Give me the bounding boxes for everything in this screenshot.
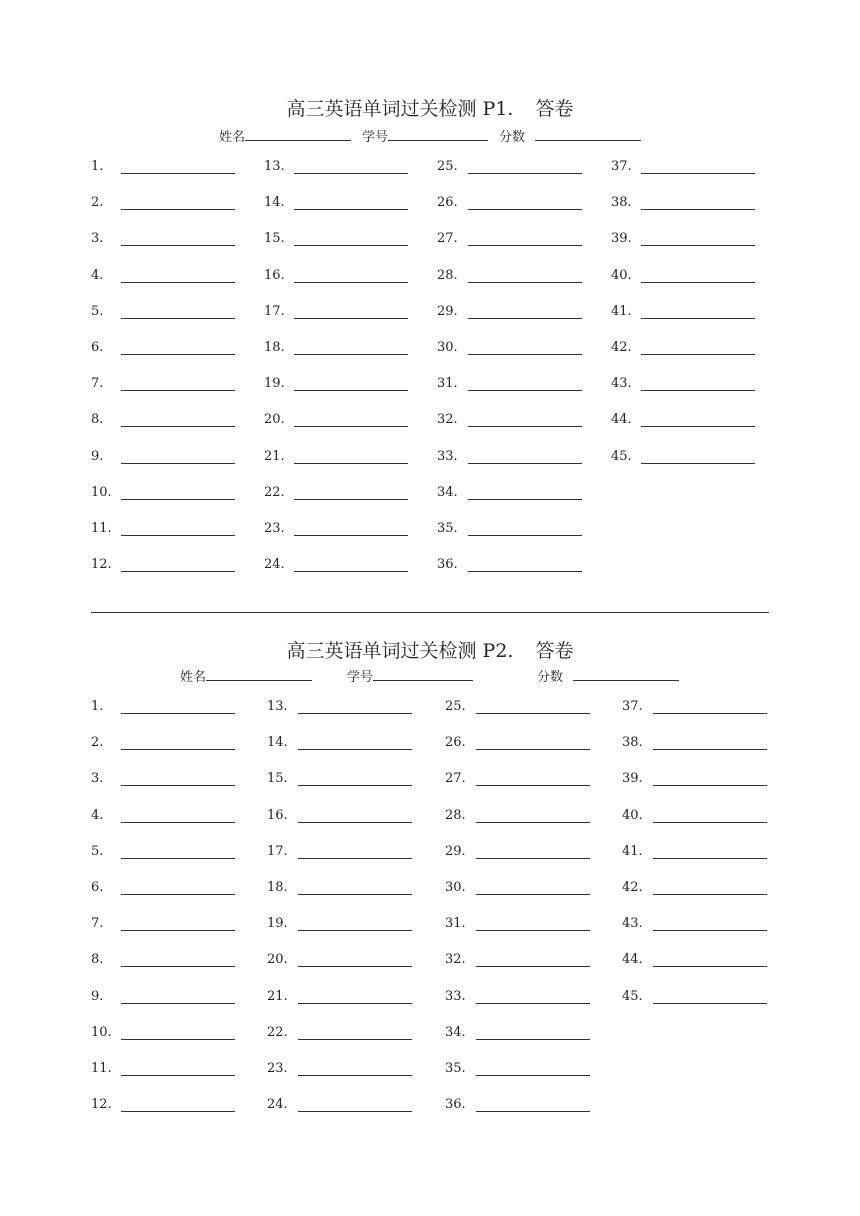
answer-blank[interactable] [121,499,235,500]
answer-item[interactable] [91,521,235,541]
answer-blank[interactable] [121,245,235,246]
answer-number: 25. [445,699,466,714]
answer-blank[interactable] [468,499,582,500]
answer-blank[interactable] [121,173,235,174]
answer-blank[interactable] [653,858,767,859]
answer-number: 45. [611,448,632,464]
answer-item[interactable] [267,880,412,900]
answer-blank[interactable] [653,785,767,786]
answer-item[interactable] [445,808,590,828]
answer-blank[interactable] [121,282,235,283]
answer-item[interactable] [91,808,235,828]
answer-number: 17. [264,303,285,319]
answer-item[interactable] [91,880,235,900]
answer-item[interactable] [611,449,755,469]
answer-number: 33. [445,988,466,1004]
answer-blank[interactable] [121,785,235,786]
answer-number: 20. [264,412,285,428]
answer-number: 37. [611,159,632,174]
answer-number: 34. [445,1024,466,1040]
answer-item[interactable] [264,340,408,360]
answer-item[interactable] [264,412,408,432]
answer-number: 21. [264,448,285,464]
answer-number: 20. [267,952,288,968]
answer-number: 30. [445,880,466,895]
answer-blank[interactable] [294,535,408,536]
answer-blank[interactable] [298,1075,412,1076]
answer-item[interactable] [445,735,590,755]
answer-blank[interactable] [468,535,582,536]
answer-item[interactable] [622,916,767,936]
answer-blank[interactable] [641,209,755,210]
answer-item[interactable] [91,844,235,864]
answer-blank[interactable] [476,713,590,714]
answer-blank[interactable] [298,822,412,823]
answer-item[interactable] [437,412,582,432]
answer-number: 36. [445,1097,466,1113]
answer-number: 35. [437,521,458,536]
answer-item[interactable] [267,699,412,719]
answer-item[interactable] [611,195,755,215]
answer-blank[interactable] [653,822,767,823]
answer-number: 31. [445,916,466,932]
answer-number: 22. [267,1024,288,1040]
answer-blank[interactable] [298,713,412,714]
answer-item[interactable] [91,1025,235,1045]
answer-item[interactable] [622,880,767,900]
answer-number: 43. [622,916,643,932]
answer-item[interactable] [445,1061,590,1081]
answer-blank[interactable] [476,894,590,895]
answer-item[interactable] [91,159,235,179]
answer-blank[interactable] [298,1111,412,1112]
section-2-name-field[interactable] [180,666,312,685]
answer-blank[interactable] [294,390,408,391]
answer-item[interactable] [91,340,235,360]
answer-number: 45. [622,988,643,1004]
answer-number: 35. [445,1061,466,1076]
answer-item[interactable] [264,159,408,179]
answer-item[interactable] [437,304,582,324]
answer-item[interactable] [445,952,590,972]
answer-item[interactable] [445,1025,590,1045]
answer-number: 4. [91,267,104,283]
answer-blank[interactable] [653,1003,767,1004]
answer-item[interactable] [445,771,590,791]
answer-item[interactable] [264,304,408,324]
answer-number: 6. [91,880,104,895]
answer-blank[interactable] [294,245,408,246]
answer-number: 22. [264,484,285,500]
answer-blank[interactable] [121,966,235,967]
answer-item[interactable] [622,844,767,864]
answer-number: 14. [264,195,285,211]
section-1-name-field[interactable] [219,126,351,145]
section-2-score-field[interactable] [537,666,679,685]
answer-item[interactable] [437,521,582,541]
answer-item[interactable] [267,735,412,755]
answer-blank[interactable] [641,390,755,391]
answer-number: 32. [437,412,458,428]
answer-blank[interactable] [468,173,582,174]
answer-blank[interactable] [641,426,755,427]
answer-number: 12. [91,1097,112,1113]
answer-item[interactable] [91,195,235,215]
answer-item[interactable] [264,231,408,251]
answer-blank[interactable] [641,282,755,283]
answer-number: 19. [267,916,288,932]
answer-number: 5. [91,843,104,859]
section-2-score-blank[interactable] [573,667,679,681]
answer-number: 19. [264,376,285,392]
answer-item[interactable] [267,952,412,972]
answer-item[interactable] [91,916,235,936]
answer-blank[interactable] [121,894,235,895]
answer-blank[interactable] [294,318,408,319]
answer-item[interactable] [267,1025,412,1045]
answer-blank[interactable] [653,930,767,931]
answer-blank[interactable] [121,571,235,572]
answer-item[interactable] [91,412,235,432]
answer-number: 11. [91,1061,112,1076]
answer-item[interactable] [611,304,755,324]
answer-blank[interactable] [298,966,412,967]
answer-number: 40. [622,807,643,823]
answer-blank[interactable] [641,245,755,246]
answer-blank[interactable] [121,354,235,355]
answer-number: 5. [91,303,104,319]
answer-blank[interactable] [641,463,755,464]
answer-number: 16. [264,267,285,283]
answer-blank[interactable] [476,749,590,750]
answer-number: 23. [264,521,285,536]
answer-item[interactable] [91,1097,235,1117]
answer-blank[interactable] [468,245,582,246]
answer-item[interactable] [437,449,582,469]
answer-blank[interactable] [294,173,408,174]
answer-number: 7. [91,916,104,932]
answer-number: 13. [267,699,288,714]
answer-blank[interactable] [121,749,235,750]
section-1-subtitle: 答卷 [535,98,574,120]
answer-number: 12. [91,557,112,573]
answer-item[interactable] [437,231,582,251]
section-1-title: 高三英语单词过关检测 P1. [286,98,514,120]
answer-number: 39. [611,231,632,247]
answer-item[interactable] [437,340,582,360]
answer-number: 24. [264,557,285,573]
section-1-id-blank[interactable] [388,127,488,141]
answer-item[interactable] [622,771,767,791]
answer-blank[interactable] [476,858,590,859]
answer-item[interactable] [264,268,408,288]
answer-number: 33. [437,448,458,464]
answer-number: 40. [611,267,632,283]
answer-blank[interactable] [121,390,235,391]
answer-number: 43. [611,376,632,392]
answer-number: 42. [622,880,643,895]
answer-blank[interactable] [476,1003,590,1004]
answer-blank[interactable] [121,1003,235,1004]
section-1-id-label: 学号 [362,130,389,145]
answer-blank[interactable] [298,1039,412,1040]
answer-number: 18. [267,880,288,895]
answer-blank[interactable] [294,463,408,464]
answer-item[interactable] [267,989,412,1009]
answer-blank[interactable] [121,535,235,536]
answer-item[interactable] [437,376,582,396]
answer-number: 14. [267,735,288,751]
answer-item[interactable] [622,808,767,828]
answer-blank[interactable] [298,749,412,750]
answer-blank[interactable] [641,354,755,355]
answer-number: 32. [445,952,466,968]
answer-blank[interactable] [294,426,408,427]
answer-number: 10. [91,1024,112,1040]
answer-number: 29. [445,843,466,859]
answer-blank[interactable] [294,282,408,283]
answer-item[interactable] [445,989,590,1009]
answer-blank[interactable] [121,209,235,210]
answer-number: 10. [91,484,112,500]
answer-blank[interactable] [468,318,582,319]
answer-item[interactable] [264,521,408,541]
answer-item[interactable] [267,1097,412,1117]
section-1-title-row [0,94,860,121]
answer-item[interactable] [91,771,235,791]
answer-item[interactable] [91,557,235,577]
answer-number: 4. [91,807,104,823]
answer-blank[interactable] [294,209,408,210]
answer-item[interactable] [611,340,755,360]
answer-number: 13. [264,159,285,174]
answer-number: 1. [91,159,104,174]
answer-item[interactable] [445,880,590,900]
answer-item[interactable] [267,771,412,791]
answer-item[interactable] [267,844,412,864]
answer-number: 44. [622,952,643,968]
answer-blank[interactable] [121,463,235,464]
answer-item[interactable] [611,268,755,288]
answer-item[interactable] [437,485,582,505]
answer-number: 27. [437,231,458,247]
answer-item[interactable] [264,195,408,215]
section-1-name-label: 姓名 [219,130,246,145]
answer-blank[interactable] [641,318,755,319]
answer-item[interactable] [445,916,590,936]
answer-blank[interactable] [468,463,582,464]
answer-number: 8. [91,952,104,968]
answer-item[interactable] [611,231,755,251]
answer-number: 23. [267,1061,288,1076]
answer-blank[interactable] [298,894,412,895]
answer-blank[interactable] [468,354,582,355]
answer-number: 3. [91,771,104,787]
answer-number: 6. [91,340,104,355]
answer-blank[interactable] [468,282,582,283]
answer-blank[interactable] [121,713,235,714]
section-divider [91,612,769,613]
answer-item[interactable] [445,1097,590,1117]
answer-item[interactable] [267,808,412,828]
answer-number: 41. [622,843,643,859]
answer-blank[interactable] [121,822,235,823]
answer-number: 1. [91,699,104,714]
answer-blank[interactable] [476,1039,590,1040]
answer-item[interactable] [91,304,235,324]
answer-blank[interactable] [121,1039,235,1040]
section-2-id-field[interactable] [347,666,473,685]
answer-number: 39. [622,771,643,787]
answer-number: 34. [437,484,458,500]
section-1-score-field[interactable] [499,126,641,145]
answer-number: 31. [437,376,458,392]
answer-number: 26. [437,195,458,211]
answer-blank[interactable] [121,1075,235,1076]
answer-item[interactable] [91,1061,235,1081]
section-2-title: 高三英语单词过关检测 P2. [286,640,514,662]
answer-blank[interactable] [121,426,235,427]
answer-number: 9. [91,448,104,464]
answer-blank[interactable] [298,1003,412,1004]
answer-item[interactable] [622,989,767,1009]
answer-number: 38. [622,735,643,751]
answer-blank[interactable] [294,354,408,355]
section-1-score-label: 分数 [499,130,526,145]
answer-item[interactable] [622,952,767,972]
answer-item[interactable] [264,376,408,396]
answer-number: 15. [264,231,285,247]
answer-blank[interactable] [298,785,412,786]
answer-item[interactable] [91,449,235,469]
answer-blank[interactable] [294,499,408,500]
answer-number: 3. [91,231,104,247]
answer-item[interactable] [437,195,582,215]
answer-blank[interactable] [653,966,767,967]
answer-blank[interactable] [476,1075,590,1076]
answer-number: 38. [611,195,632,211]
answer-item[interactable] [437,557,582,577]
answer-item[interactable] [91,376,235,396]
answer-blank[interactable] [294,571,408,572]
answer-number: 17. [267,843,288,859]
answer-number: 26. [445,735,466,751]
answer-blank[interactable] [476,822,590,823]
answer-number: 7. [91,376,104,392]
answer-number: 41. [611,303,632,319]
answer-item[interactable] [267,916,412,936]
answer-item[interactable] [445,844,590,864]
answer-number: 44. [611,412,632,428]
answer-number: 28. [445,807,466,823]
answer-blank[interactable] [476,966,590,967]
answer-item[interactable] [611,159,755,179]
section-1-score-blank[interactable] [535,127,641,141]
answer-item[interactable] [91,952,235,972]
answer-number: 25. [437,159,458,174]
answer-number: 21. [267,988,288,1004]
answer-item[interactable] [437,159,582,179]
answer-blank[interactable] [468,571,582,572]
answer-item[interactable] [91,231,235,251]
answer-number: 37. [622,699,643,714]
section-2-id-label: 学号 [347,670,374,685]
answer-item[interactable] [445,699,590,719]
answer-blank[interactable] [298,858,412,859]
answer-blank[interactable] [653,749,767,750]
answer-blank[interactable] [121,1111,235,1112]
section-2-title-row [0,636,860,663]
answer-item[interactable] [91,699,235,719]
answer-blank[interactable] [121,858,235,859]
answer-number: 16. [267,807,288,823]
answer-number: 29. [437,303,458,319]
answer-number: 2. [91,735,104,751]
section-1-name-blank[interactable] [245,127,351,141]
answer-blank[interactable] [468,426,582,427]
answer-blank[interactable] [121,930,235,931]
section-2-name-blank[interactable] [206,667,312,681]
section-2-score-label: 分数 [537,670,564,685]
answer-number: 30. [437,340,458,355]
answer-blank[interactable] [476,930,590,931]
answer-item[interactable] [91,268,235,288]
answer-item[interactable] [91,989,235,1009]
answer-item[interactable] [264,485,408,505]
section-2-id-blank[interactable] [373,667,473,681]
answer-blank[interactable] [468,209,582,210]
answer-blank[interactable] [468,390,582,391]
answer-number: 24. [267,1097,288,1113]
section-1-id-field[interactable] [362,126,488,145]
answer-item[interactable] [622,699,767,719]
answer-item[interactable] [267,1061,412,1081]
answer-number: 42. [611,340,632,355]
answer-item[interactable] [264,557,408,577]
answer-number: 11. [91,521,112,536]
answer-number: 28. [437,267,458,283]
answer-blank[interactable] [476,1111,590,1112]
answer-number: 18. [264,340,285,355]
answer-item[interactable] [437,268,582,288]
section-2-subtitle: 答卷 [535,640,574,662]
answer-number: 8. [91,412,104,428]
answer-item[interactable] [91,485,235,505]
answer-blank[interactable] [476,785,590,786]
answer-item[interactable] [91,735,235,755]
answer-blank[interactable] [121,318,235,319]
answer-blank[interactable] [653,894,767,895]
answer-blank[interactable] [641,173,755,174]
answer-blank[interactable] [298,930,412,931]
answer-item[interactable] [611,376,755,396]
answer-number: 36. [437,557,458,573]
answer-blank[interactable] [653,713,767,714]
answer-number: 15. [267,771,288,787]
answer-number: 2. [91,195,104,211]
section-2-name-label: 姓名 [180,670,207,685]
answer-item[interactable] [622,735,767,755]
answer-item[interactable] [611,412,755,432]
answer-number: 27. [445,771,466,787]
answer-number: 9. [91,988,104,1004]
answer-item[interactable] [264,449,408,469]
